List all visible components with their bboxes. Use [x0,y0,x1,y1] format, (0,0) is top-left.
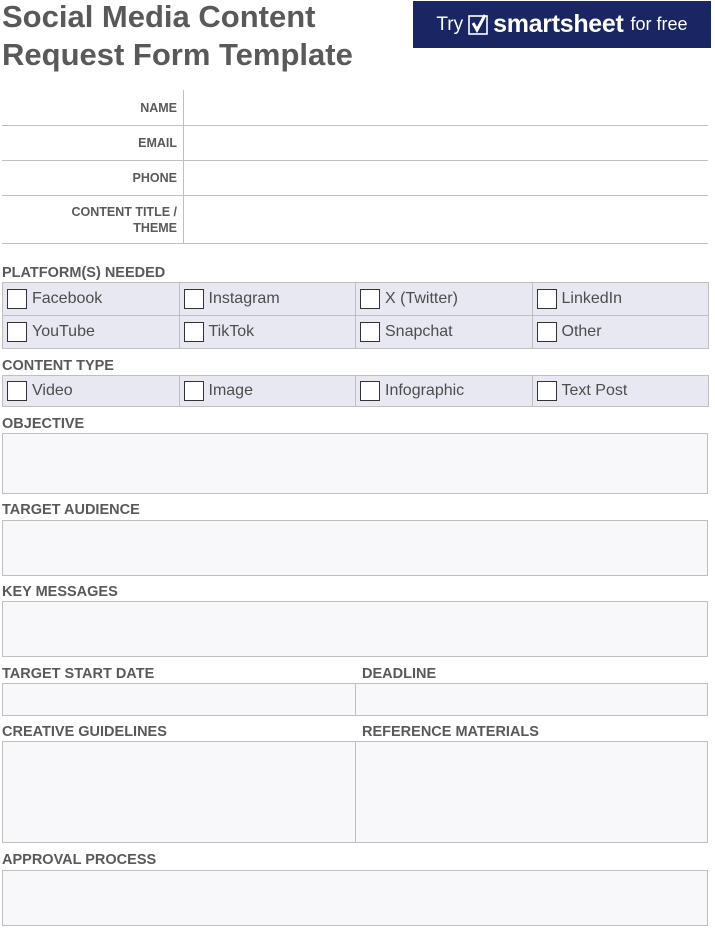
objective-heading: OBJECTIVE [2,416,85,432]
content-option-image[interactable] [180,376,357,407]
platform-option-instagram[interactable] [180,283,357,316]
email-row [2,126,708,161]
target-audience-field[interactable] [2,520,708,576]
phone-row [2,161,708,196]
platforms-heading: PLATFORM(S) NEEDED [2,265,166,281]
name-field[interactable] [184,90,708,125]
approval-process-field[interactable] [2,870,708,926]
reference-materials-heading: REFERENCE MATERIALS [362,724,539,740]
option-label: Infographic [385,382,465,399]
content-title-label-line-1: CONTENT TITLE / [71,204,177,219]
checkbox[interactable] [7,322,27,342]
content-type-row [3,376,709,407]
objective-field[interactable] [2,433,708,494]
platform-option-snapchat[interactable] [356,316,533,349]
content-type-grid [2,375,709,407]
checkbox[interactable] [360,381,380,401]
checkbox[interactable] [537,381,557,401]
name-label: NAME [2,90,184,125]
banner-try: Try [436,13,464,35]
contact-info-table [2,90,708,244]
option-label: Instagram [208,290,280,307]
platforms-grid [2,282,709,349]
target-start-date-heading: TARGET START DATE [2,666,155,682]
target-start-date-field[interactable] [2,683,356,716]
checkbox[interactable] [7,289,27,309]
creative-guidelines-heading: CREATIVE GUIDELINES [2,724,167,740]
checkbox[interactable] [7,381,27,401]
phone-field[interactable] [184,161,708,195]
option-label: YouTube [32,323,95,340]
checkbox[interactable] [360,289,380,309]
name-row [2,90,708,126]
content-option-text-post[interactable] [533,376,710,407]
platform-option-facebook[interactable] [3,283,180,316]
option-label: Other [561,323,602,340]
checkbox[interactable] [184,289,204,309]
option-label: TikTok [208,323,255,340]
email-field[interactable] [184,126,708,160]
content-option-infographic[interactable] [356,376,533,407]
platform-option-tiktok[interactable] [180,316,357,349]
checkbox[interactable] [537,289,557,309]
content-title-label-line-2: THEME [133,220,177,235]
content-type-heading: CONTENT TYPE [2,358,114,374]
platform-option-twitter[interactable] [356,283,533,316]
banner-brand: smartsheet [493,10,624,38]
option-label: Image [208,382,253,399]
page-title [2,0,353,74]
deadline-heading: DEADLINE [362,666,437,682]
deadline-field[interactable] [355,683,708,716]
approval-process-heading: APPROVAL PROCESS [2,852,157,868]
option-label: Text Post [561,382,628,399]
smartsheet-banner[interactable] [413,1,711,48]
title-line-1: Social Media Content [2,0,316,34]
key-messages-field[interactable] [2,601,708,657]
platforms-row [3,316,709,349]
banner-free: for free [630,14,688,34]
checkbox[interactable] [184,381,204,401]
key-messages-heading: KEY MESSAGES [2,584,118,600]
checkbox[interactable] [537,322,557,342]
platform-option-youtube[interactable] [3,316,180,349]
platform-option-linkedin[interactable] [533,283,710,316]
title-line-2: Request Form Template [2,37,353,72]
email-label: EMAIL [2,126,184,160]
smartsheet-check-icon [468,14,488,36]
option-label: LinkedIn [561,290,622,307]
creative-guidelines-field[interactable] [2,741,356,843]
content-option-video[interactable] [3,376,180,407]
content-title-row [2,196,708,244]
content-title-label [2,196,184,243]
option-label: X (Twitter) [385,290,458,307]
option-label: Snapchat [385,323,453,340]
phone-label: PHONE [2,161,184,195]
checkbox[interactable] [184,322,204,342]
target-audience-heading: TARGET AUDIENCE [2,502,140,518]
option-label: Facebook [32,290,103,307]
option-label: Video [32,382,73,399]
platform-option-other[interactable] [533,316,710,349]
reference-materials-field[interactable] [355,741,708,843]
platforms-row [3,283,709,316]
content-title-field[interactable] [184,196,708,243]
checkbox[interactable] [360,322,380,342]
